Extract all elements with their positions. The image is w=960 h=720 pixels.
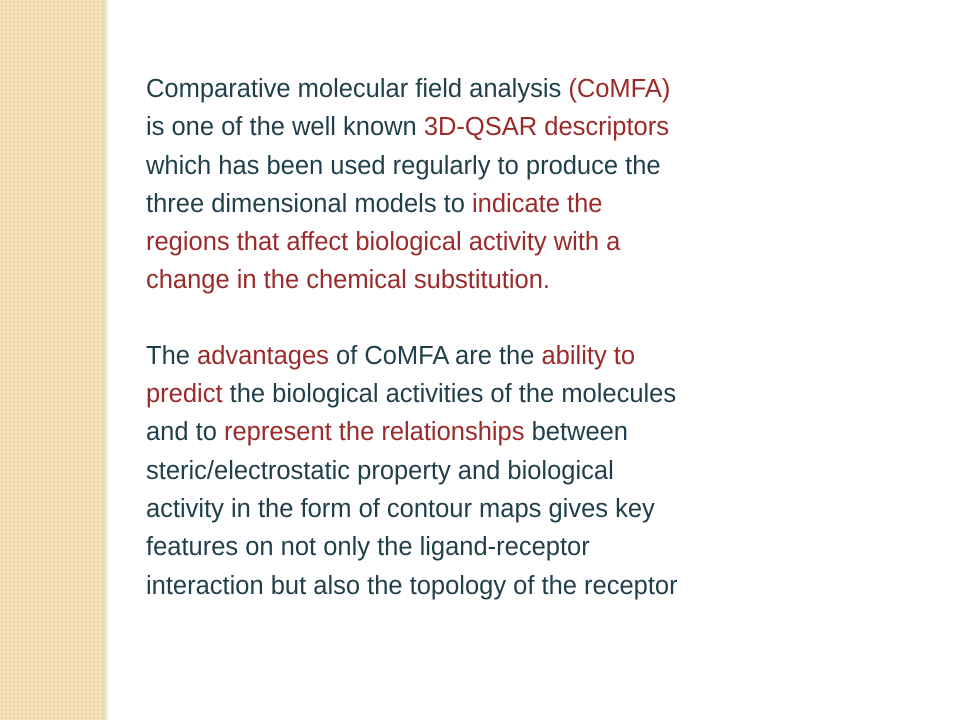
side-band-edge xyxy=(103,0,109,720)
text-segment: between xyxy=(524,418,628,447)
text-line xyxy=(146,567,846,605)
text-line xyxy=(146,108,846,146)
text-line xyxy=(146,261,846,299)
text-line xyxy=(146,490,846,528)
text-segment: The xyxy=(146,341,198,370)
text-segment: is one of the well known xyxy=(146,113,424,142)
text-line xyxy=(146,413,846,451)
text-line xyxy=(146,70,846,108)
text-line xyxy=(146,223,846,261)
highlighted-text: change in the chemical substitution. xyxy=(146,266,550,295)
text-line xyxy=(146,375,846,413)
text-line xyxy=(146,147,846,185)
highlighted-text: regions that affect biological activity with a xyxy=(146,228,621,257)
text-segment: of CoMFA are the xyxy=(328,341,542,370)
text-segment: interaction but also the topology of the receptor xyxy=(146,571,678,600)
text-segment: three dimensional models to xyxy=(146,189,473,218)
text-segment: and to xyxy=(146,418,224,447)
highlighted-text: advantages xyxy=(197,341,329,370)
highlighted-text: 3D-QSAR descriptors xyxy=(423,113,669,142)
text-line xyxy=(146,452,846,490)
decorative-side-band xyxy=(0,0,103,720)
text-segment: which has been used regularly to produce the xyxy=(146,151,661,180)
slide-body xyxy=(146,70,846,605)
paragraph-comfa-definition xyxy=(146,70,846,300)
highlighted-text: predict xyxy=(146,380,223,409)
highlighted-text: (CoMFA) xyxy=(568,75,671,103)
text-segment: activity in the form of contour maps gives key xyxy=(146,494,655,523)
text-segment: Comparative molecular field analysis xyxy=(146,75,569,103)
text-segment: steric/electrostatic property and biological xyxy=(146,456,614,485)
paragraph-comfa-advantages xyxy=(146,337,846,605)
highlighted-text: represent the relationships xyxy=(223,418,525,447)
highlighted-text: indicate the xyxy=(472,189,603,218)
text-segment: features on not only the ligand-receptor xyxy=(146,533,590,562)
text-line xyxy=(146,185,846,223)
text-line xyxy=(146,528,846,566)
text-line xyxy=(146,337,846,375)
text-segment: the biological activities of the molecules xyxy=(222,380,677,409)
highlighted-text: ability to xyxy=(541,341,636,370)
